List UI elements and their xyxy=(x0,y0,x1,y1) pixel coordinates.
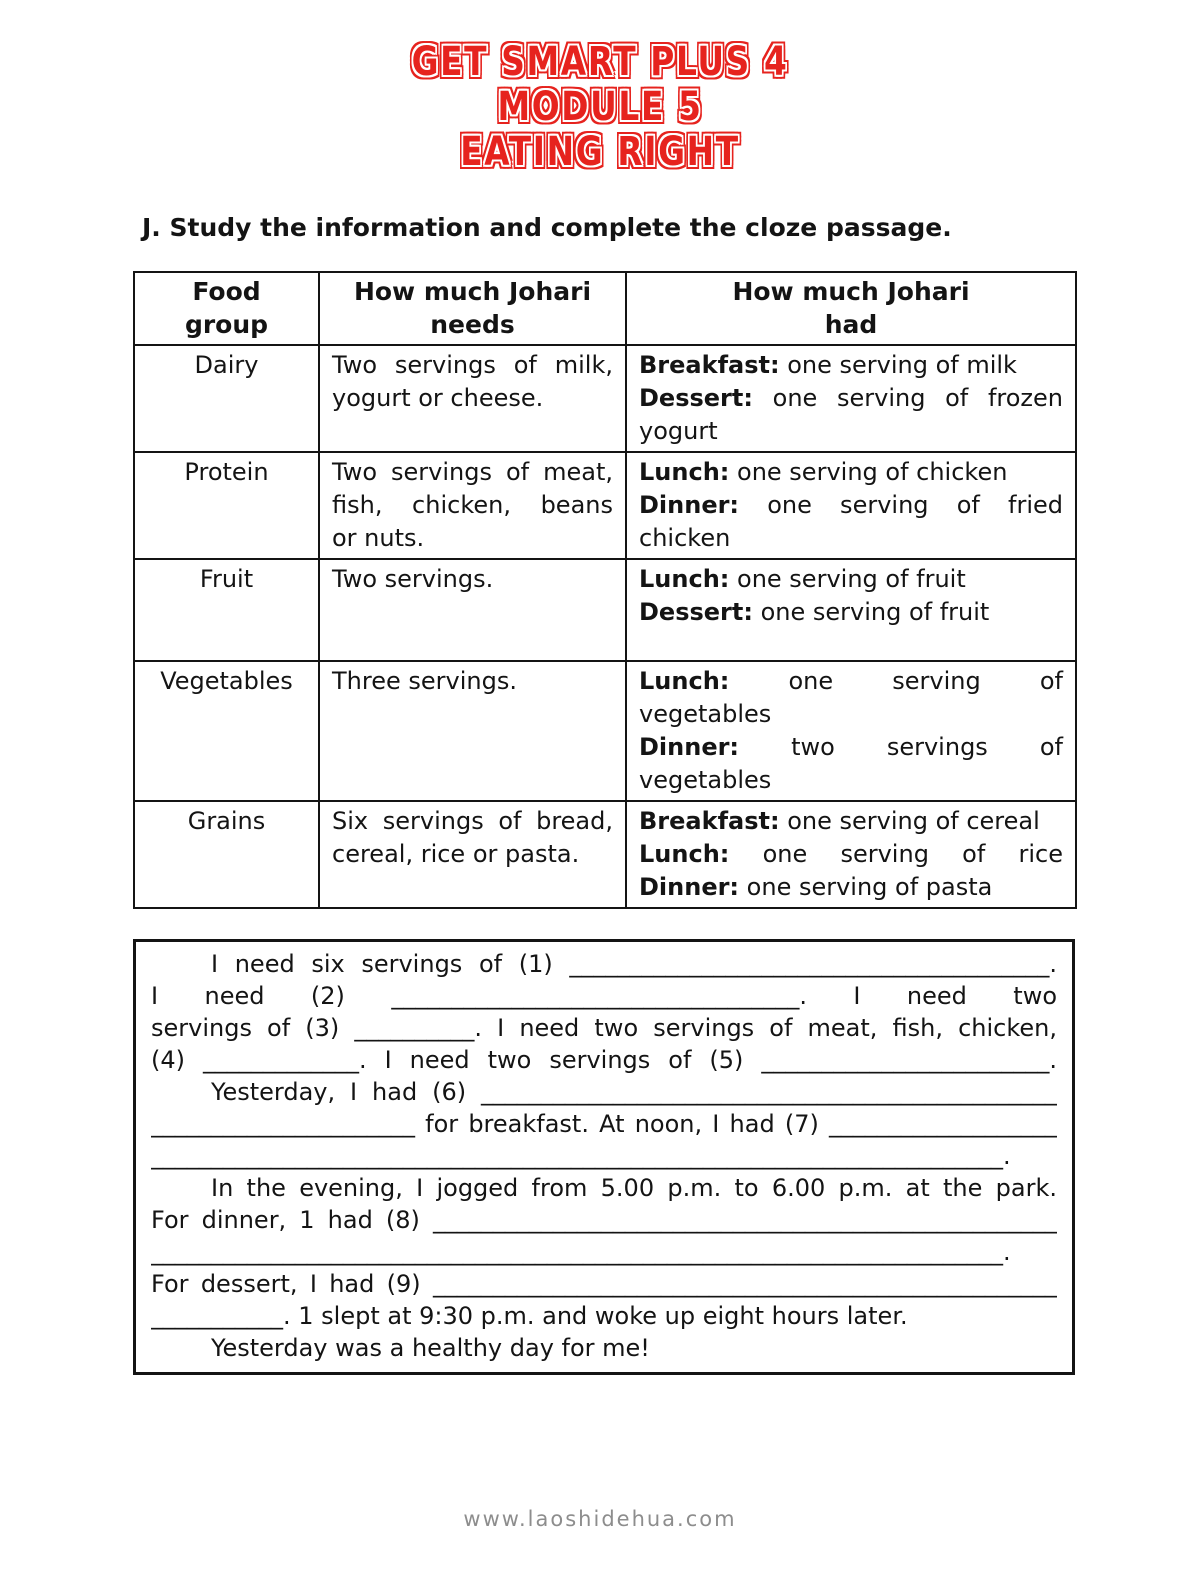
title-line: GET SMART PLUS 4 xyxy=(411,39,789,85)
meal-label: Dinner: xyxy=(639,873,740,901)
footer-url: www.laoshidehua.com xyxy=(463,1507,737,1531)
header-cell xyxy=(319,272,626,345)
passage-line: In the evening, I jogged from 5.00 p.m. to 6.00 p.m. at the park. xyxy=(211,1174,1057,1202)
needs-cell xyxy=(319,661,626,801)
cell-line: Lunch: one serving of chicken xyxy=(639,458,1008,486)
food-table xyxy=(133,271,1077,909)
cell-line: Lunch: one serving of rice xyxy=(639,840,1063,868)
page-title xyxy=(0,40,1200,175)
header-cell xyxy=(626,272,1076,345)
meal-label: Lunch: xyxy=(639,840,730,868)
food-group-cell: Grains xyxy=(134,801,319,908)
passage-line: Yesterday was a healthy day for me! xyxy=(211,1334,650,1362)
blank-line: ________________________________________________ xyxy=(481,1078,1057,1106)
cell-line: Dinner: one serving of pasta xyxy=(639,873,993,901)
passage-line: (4) _____________. I need two servings of (5) ________________________. xyxy=(151,1046,1057,1074)
food-group-cell: Protein xyxy=(134,452,319,559)
cell-line: Breakfast: one serving of milk xyxy=(639,351,1017,379)
passage-line: I need (2) __________________________________. I need two xyxy=(151,982,1057,1010)
cell-line: Two servings. xyxy=(332,565,494,593)
blank-line: __________ xyxy=(354,1014,475,1042)
blank-line: ___________ xyxy=(151,1302,283,1330)
passage-line: servings of (3) __________. I need two servings of meat, fish, chicken, xyxy=(151,1014,1057,1042)
cell-line: Lunch: one serving of fruit xyxy=(639,565,966,593)
cell-line: yogurt or cheese. xyxy=(332,384,544,412)
blank-line: __________________________________ xyxy=(391,982,800,1010)
meal-label: Breakfast: xyxy=(639,807,780,835)
had-cell xyxy=(626,661,1076,801)
meal-label: Dessert: xyxy=(639,598,753,626)
passage-line: ______________________ for breakfast. At noon, I had (7) ___________________ xyxy=(151,1110,1057,1138)
food-group-cell: Vegetables xyxy=(134,661,319,801)
blank-line: _____________ xyxy=(202,1046,359,1074)
cell-line: fish, chicken, beans xyxy=(332,491,613,519)
passage-line: ___________. 1 slept at 9:30 p.m. and woke up eight hours later. xyxy=(151,1302,908,1330)
cell-line: Lunch: one serving of xyxy=(639,667,1063,695)
blank-line: ____________________________________________________ xyxy=(433,1206,1057,1234)
cell-line: Breakfast: one serving of cereal xyxy=(639,807,1040,835)
meal-label: Dessert: xyxy=(639,384,753,412)
needs-cell xyxy=(319,801,626,908)
table-row xyxy=(134,559,1076,661)
blank-line: ________________________ xyxy=(761,1046,1050,1074)
cell-line: Three servings. xyxy=(332,667,517,695)
table-header-row xyxy=(134,272,1076,345)
food-group-cell: Fruit xyxy=(134,559,319,661)
passage-line: Yesterday, I had (6) ________________________________________________ xyxy=(211,1078,1057,1106)
needs-cell xyxy=(319,452,626,559)
blank-line: _______________________________________________________________________ xyxy=(151,1238,1003,1266)
passage-line: For dinner, 1 had (8) ____________________________________________________ xyxy=(151,1206,1057,1234)
needs-cell xyxy=(319,345,626,452)
passage-line: For dessert, I had (9) ____________________________________________________ xyxy=(151,1270,1057,1298)
title-line: MODULE 5 xyxy=(497,84,703,130)
meal-label: Lunch: xyxy=(639,565,730,593)
cell-line: Dinner: one serving of fried xyxy=(639,491,1063,519)
cell-line: Dessert: one serving of fruit xyxy=(639,598,990,626)
blank-line: ______________________ xyxy=(151,1110,415,1138)
had-cell xyxy=(626,452,1076,559)
title-line: EATING RIGHT xyxy=(460,129,740,175)
table-row xyxy=(134,801,1076,908)
blank-line: ________________________________________ xyxy=(569,950,1050,978)
table-row xyxy=(134,345,1076,452)
table-row xyxy=(134,661,1076,801)
cloze-passage-box xyxy=(133,939,1075,1375)
header-line: How much Johari xyxy=(732,277,970,306)
header-line: needs xyxy=(430,310,515,339)
meal-label: Lunch: xyxy=(639,458,730,486)
passage-line: I need six servings of (1) ________________________________________. xyxy=(211,950,1057,978)
blank-line: ____________________________________________________ xyxy=(433,1270,1057,1298)
blank-line: ___________________ xyxy=(829,1110,1057,1138)
had-cell xyxy=(626,559,1076,661)
meal-label: Lunch: xyxy=(639,667,730,695)
cell-line: chicken xyxy=(639,524,731,552)
cell-line: cereal, rice or pasta. xyxy=(332,840,580,868)
meal-label: Breakfast: xyxy=(639,351,780,379)
meal-label: Dinner: xyxy=(639,733,740,761)
header-line: had xyxy=(824,310,878,339)
cell-line: or nuts. xyxy=(332,524,425,552)
instruction: J. Study the information and complete the cloze passage. xyxy=(142,213,952,242)
cell-line: vegetables xyxy=(639,766,772,794)
blank-line: _______________________________________________________________________ xyxy=(151,1142,1003,1170)
cell-line: yogurt xyxy=(639,417,718,445)
food-group-cell: Dairy xyxy=(134,345,319,452)
table-body xyxy=(134,345,1076,908)
header-line: Food group xyxy=(184,277,269,339)
cell-line: Two servings of meat, xyxy=(332,458,613,486)
table-row xyxy=(134,452,1076,559)
passage-line: _______________________________________________________________________. xyxy=(151,1238,1011,1266)
had-cell xyxy=(626,345,1076,452)
cell-line: Dinner: two servings of xyxy=(639,733,1063,761)
header-line: How much Johari xyxy=(353,277,592,306)
cell-line: Two servings of milk, xyxy=(332,351,613,379)
cell-line: Six servings of bread, xyxy=(332,807,613,835)
needs-cell xyxy=(319,559,626,661)
cell-line: vegetables xyxy=(639,700,772,728)
meal-label: Dinner: xyxy=(639,491,740,519)
cell-line: Dessert: one serving of frozen xyxy=(639,384,1063,412)
passage-line: _______________________________________________________________________. xyxy=(151,1142,1011,1170)
header-cell xyxy=(134,272,319,345)
had-cell xyxy=(626,801,1076,908)
